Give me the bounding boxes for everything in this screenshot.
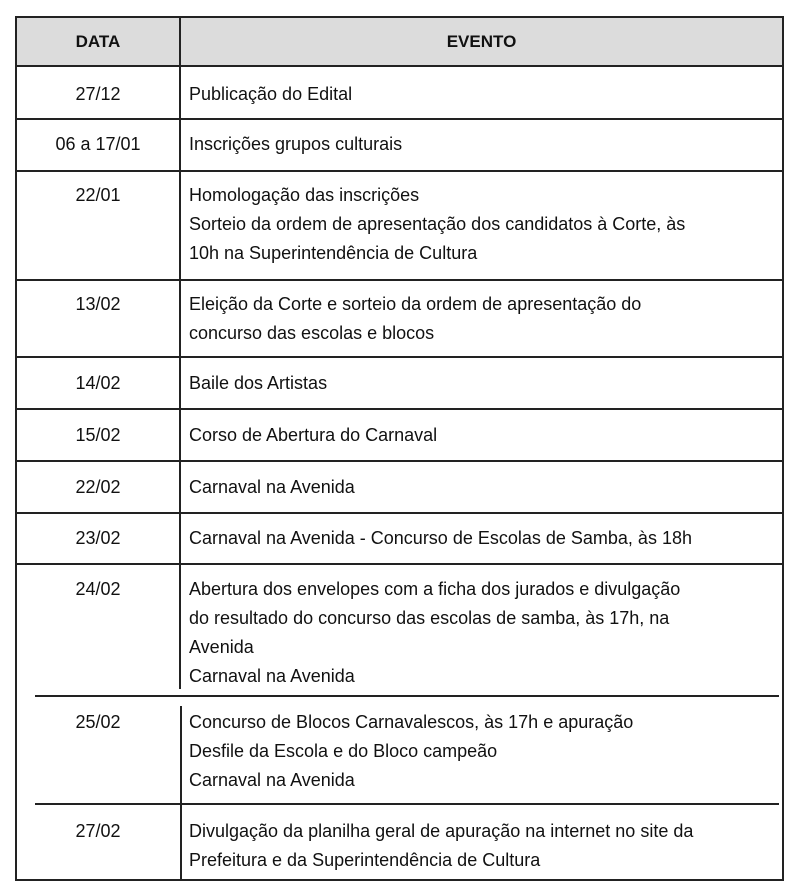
row-divider [17, 408, 782, 410]
date-cell: 24/02 [75, 579, 121, 599]
row-divider [35, 803, 779, 805]
column-divider [180, 706, 182, 879]
row-divider [17, 512, 782, 514]
row-divider [17, 118, 782, 120]
date-cell: 14/02 [75, 373, 121, 393]
table-header [17, 18, 782, 66]
row-divider [17, 460, 782, 462]
date-cell: 27/02 [75, 821, 121, 841]
event-cell: Publicação do Edital [189, 84, 353, 104]
date-cell: 15/02 [75, 425, 121, 445]
event-cell: Divulgação da planilha geral de apuração na internet no site da Prefeitura e da Superintendência de Cultura [189, 821, 694, 870]
row-divider [17, 563, 782, 565]
header-event: EVENTO [446, 32, 517, 51]
date-cell: 25/02 [75, 712, 121, 732]
date-cell: 22/01 [75, 185, 121, 205]
header-date: DATA [75, 32, 121, 51]
date-cell: 06 a 17/01 [55, 134, 141, 154]
row-divider [17, 279, 782, 281]
event-cell: Corso de Abertura do Carnaval [189, 425, 438, 445]
row-divider [17, 65, 782, 67]
schedule-table [15, 16, 784, 881]
row-divider [17, 170, 782, 172]
event-cell: Carnaval na Avenida [189, 477, 355, 497]
date-cell: 27/12 [75, 84, 121, 104]
event-cell: Baile dos Artistas [189, 373, 328, 393]
event-cell: Eleição da Corte e sorteio da ordem de apresentação do concurso das escolas e blocos [189, 294, 642, 343]
event-cell: Concurso de Blocos Carnavalescos, às 17h e apuração Desfile da Escola e do Bloco campeão Carnaval na Avenida [189, 712, 634, 790]
row-divider [35, 695, 779, 697]
date-cell: 22/02 [75, 477, 121, 497]
event-cell: Inscrições grupos culturais [189, 134, 403, 154]
row-divider [17, 356, 782, 358]
event-cell: Carnaval na Avenida - Concurso de Escolas de Samba, às 18h [189, 528, 692, 548]
date-cell: 13/02 [75, 294, 121, 314]
event-cell: Homologação das inscrições Sorteio da ordem de apresentação dos candidatos à Corte, às 10h na Superintendência de Cultura [189, 185, 686, 263]
date-cell: 23/02 [75, 528, 121, 548]
event-cell: Abertura dos envelopes com a ficha dos jurados e divulgação do resultado do concurso das escolas de samba, às 17h, na Avenida Carnaval na Avenida [189, 579, 681, 686]
